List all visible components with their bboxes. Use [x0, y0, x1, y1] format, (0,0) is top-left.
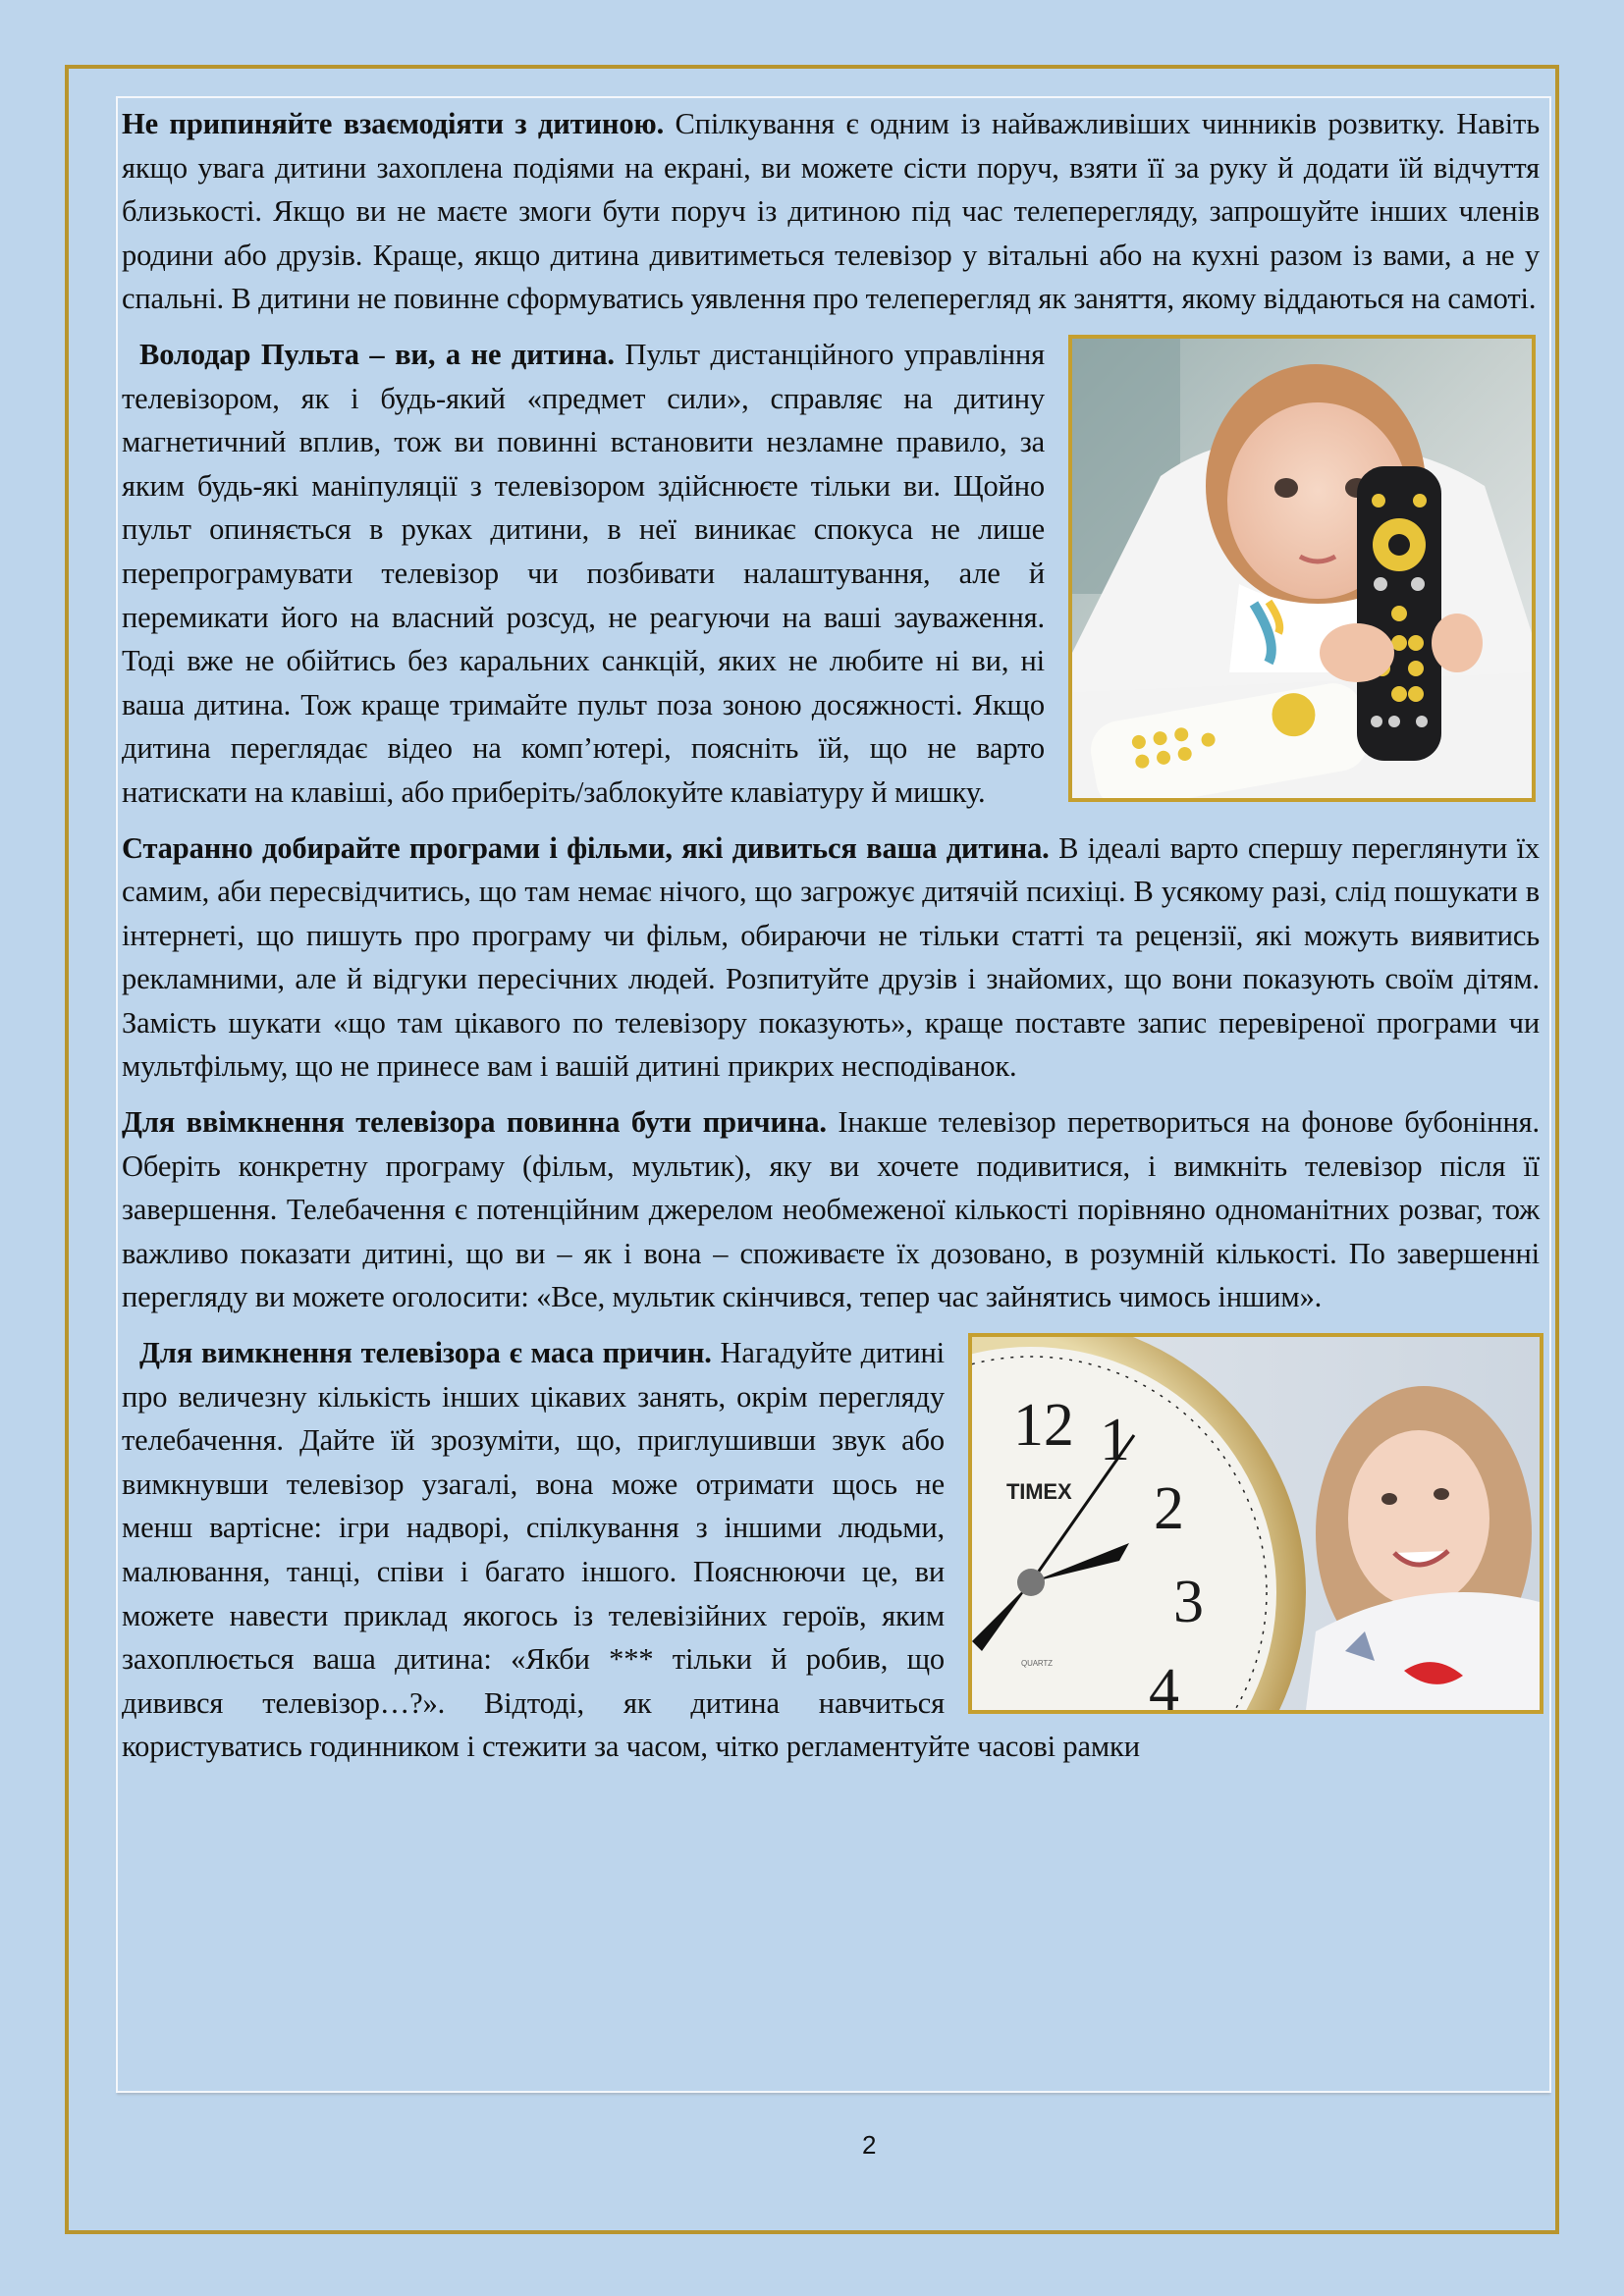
paragraph-text: Пульт дистанційного управління телевізором, як і будь-який «предмет сили», справляє на дитину магнетичний вплив, тож ви повинні встановити незламне правило, за яким будь-які маніпуляції з телевізором здійснюєте тільки ви. Щойно пульт опиняється в руках дитини, в неї виникає спокуса не лише перепрограмувати телевізор чи позбивати налаштування, але й перемикати його на власний розсуд, не реагуючи на ваші зауваження. Тоді вже не обійтись без каральних санкцій, яких не любите ні ви, ні ваша дитина. Тож краще тримайте пульт поза зоною досяжності. Якщо дитина переглядає відео на комп’ютері, поясніть їй, що не варто натискати на клавіші, або приберіть/заблокуйте клавіатуру й мишку.: [122, 337, 1045, 809]
paragraph-heading: Для вимкнення телевізора є маса причин.: [139, 1336, 712, 1370]
svg-text:2: 2: [1154, 1475, 1184, 1543]
paragraph-text: Спілкування є одним із найважливіших чинників розвитку. Навіть якщо увага дитини захоплена подіями на екрані, ви можете сісти поруч, взяти її за руку й додати їй відчуття близькості. Якщо ви не маєте змоги бути поруч із дитиною під час телеперегляду, запрошуйте інших членів родини або друзів. Краще, якщо дитина дивитиметься телевізор у вітальні або на кухні разом із вами, а не у спальні. В дитини не повинне сформуватись уявлення про телеперегляд як заняття, якому віддаються на самоті.: [122, 107, 1540, 316]
clock-brand-label: TIMEX: [1006, 1479, 1072, 1505]
paragraph-heading: Старанно добирайте програми і фільми, які дивиться ваша дитина.: [122, 830, 1050, 865]
paragraph-text: Інакше телевізор перетвориться на фонове бубоніння. Оберіть конкретну програму (фільм, мультик), яку ви хочете подивитися, і вимкніть телевізор після її завершення. Телебачення є потенційним джерелом необмеженої кількості порівняно одноманітних розваг, тож важливо показати дитині, що ви – як і вона – споживаєте їх дозовано, в розумній кількості. По завершенні перегляду ви можете оголосити: «Все, мультик скінчився, тепер час зайнятись чимось іншим».: [122, 1105, 1540, 1314]
document-body: [122, 102, 1540, 1779]
paragraph-choose-programs: [122, 827, 1540, 1090]
girl-clock-photo: [968, 1333, 1543, 1714]
paragraph-heading: Володар Пульта – ви, а не дитина.: [139, 337, 615, 371]
paragraph-heading: Для ввімкнення телевізора повинна бути причина.: [122, 1105, 827, 1140]
paragraph-text: В ідеалі варто спершу переглянути їх самим, аби пересвідчитись, що там немає нічого, що загрожує дитячій психіці. В усякому разі, слід пошукати в інтернеті, що пишуть про програму чи фільм, обираючи не тільки статті та рецензії, які можуть виявитись рекламними, але й відгуки пересічних людей. Розпитуйте друзів і знайомих, що вони показують своїм дітям. Замість шукати «що там цікавого по телевізору показують», краще поставте запис перевіреної програми чи мультфільму, що не принесе вам і вашій дитині прикрих несподіванок.: [122, 830, 1540, 1084]
svg-text:1: 1: [1100, 1407, 1130, 1474]
paragraph-heading: Не припиняйте взаємодіяти з дитиною.: [122, 107, 665, 140]
paragraph-remote-control: [122, 333, 1540, 815]
paragraph-text: Нагадуйте дитині про величезну кількість інших цікавих занять, окрім перегляду телебачення. Дайте їй зрозуміти, що, приглушивши звук або вимкнувши телевізор узагалі, вона може отримати щось не менш вартісне: ігри надворі, спілкування з іншими людьми, малювання, танці, співи і багато іншого. Пояснюючи це, ви можете навести приклад якогось із телевізійних героїв, яким захоплюється ваша дитина: «Якби *** тільки й робив, що дивився телевізор…?». Відтоді, як дитина навчиться користуватись годинником і стежити за часом, чітко регламентуйте часові рамки: [122, 1336, 1140, 1764]
svg-text:12: 12: [1013, 1392, 1074, 1460]
paragraph-reasons-to-turn-off: [122, 1331, 1540, 1769]
girl-with-alarm-clock-illustration: [972, 1337, 1540, 1710]
paragraph-reason-to-turn-on: [122, 1100, 1540, 1319]
svg-text:3: 3: [1173, 1569, 1204, 1636]
toddler-remote-photo: [1068, 335, 1536, 802]
svg-text:4: 4: [1149, 1657, 1179, 1711]
svg-text:QUARTZ: QUARTZ: [1021, 1659, 1053, 1669]
paragraph-interaction: [122, 102, 1540, 321]
toddler-with-remote-illustration: [1072, 339, 1532, 798]
page-number: 2: [862, 2130, 877, 2160]
